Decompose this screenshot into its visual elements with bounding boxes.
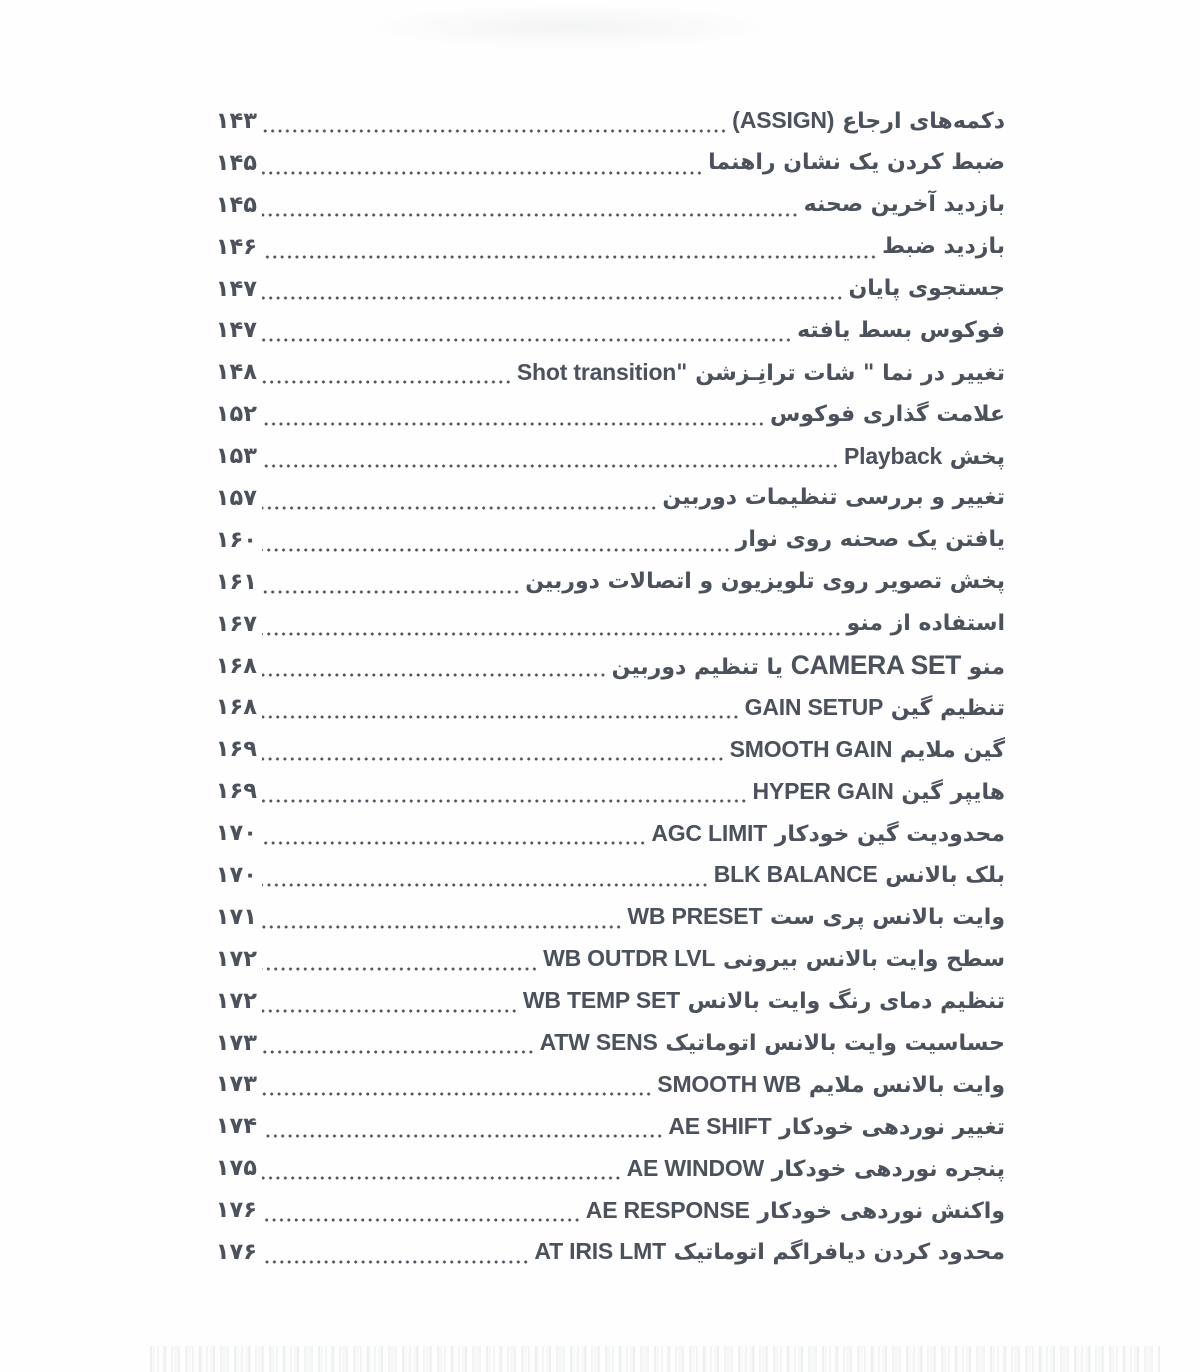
toc-entry-title (651, 820, 1005, 847)
dotted-leader (262, 980, 518, 1022)
toc-page-number: ۱۷۶ (215, 1238, 257, 1265)
toc-page-number: ۱۴۵ (215, 149, 257, 176)
toc-row (213, 1063, 1005, 1105)
dotted-leader (262, 812, 646, 854)
toc-entry-title (848, 276, 1005, 301)
toc-page-number: ۱۶۰ (215, 526, 257, 553)
latin-term: CAMERA SET (790, 650, 961, 681)
toc-entry-title (714, 861, 1005, 888)
toc-entry-title (732, 107, 1005, 134)
toc-entry-title (586, 1197, 1005, 1224)
scan-ghosting-artifact (360, 4, 780, 50)
toc-list (213, 100, 1005, 1273)
persian-text: یافتن یک صحنه روی نوار (735, 527, 1005, 553)
persian-text: تنظیم دمای رنگ وایت بالانس (679, 989, 1005, 1015)
toc-row (213, 435, 1005, 477)
toc-entry-title (708, 150, 1005, 175)
toc-row (213, 226, 1005, 268)
latin-term: BLK BALANCE (713, 861, 878, 888)
persian-text: تغییر در نما " شات ترانِـزشن " (676, 360, 1005, 386)
toc-page-number: ۱۴۷ (215, 317, 257, 344)
toc-row (213, 268, 1005, 310)
dotted-leader (262, 184, 799, 226)
toc-page-number: ۱۵۳ (215, 443, 257, 470)
persian-text: فوکوس بسط یافته (797, 317, 1005, 343)
persian-text: سطح وایت بالانس بیرونی (715, 947, 1005, 973)
toc-page-number: ۱۴۷ (215, 275, 257, 302)
latin-term: AE RESPONSE (585, 1196, 750, 1223)
persian-text: بلک بالانس (877, 863, 1005, 889)
dotted-leader (262, 561, 520, 603)
toc-page-number: ۱۴۸ (215, 359, 257, 386)
persian-text: وایت بالانس پری ست (762, 905, 1005, 931)
toc-page-number: ۱۷۳ (215, 1029, 257, 1056)
persian-text: تنظیم گین (883, 695, 1005, 721)
dotted-leader (262, 477, 657, 519)
toc-page-number: ۱۷۶ (215, 1197, 257, 1224)
toc-row (213, 603, 1005, 645)
toc-page-number: ۱۶۹ (215, 736, 257, 763)
persian-text: دکمه‌های ارجاع (834, 109, 1005, 135)
toc-page-number: ۱۷۴ (215, 1113, 257, 1140)
persian-text: منو (960, 655, 1005, 681)
dotted-leader (262, 142, 703, 184)
persian-text: محدودیت گین خودکار (767, 821, 1005, 847)
dotted-leader (262, 603, 842, 645)
toc-entry-title (627, 1155, 1005, 1182)
dotted-leader (262, 519, 731, 561)
persian-text: واکنش نوردهی خودکار (749, 1198, 1005, 1224)
persian-text: پخش (942, 444, 1005, 470)
latin-term: (ASSIGN) (732, 107, 835, 134)
toc-entry-title (534, 1238, 1005, 1265)
toc-page-number: ۱۷۰ (215, 861, 257, 888)
toc-page-number: ۱۵۲ (215, 401, 257, 428)
toc-entry-title (736, 527, 1005, 552)
persian-text: جستجوی پایان (848, 276, 1005, 301)
dotted-leader (262, 896, 622, 938)
dotted-leader (262, 854, 709, 896)
dotted-leader (262, 1105, 663, 1147)
toc-page-number: ۱۶۸ (215, 652, 257, 679)
latin-term: WB TEMP SET (522, 987, 680, 1014)
toc-row (213, 645, 1005, 687)
dotted-leader (262, 1189, 581, 1231)
persian-text: گین ملایم (892, 737, 1005, 763)
toc-entry-title (882, 234, 1005, 259)
toc-page-number: ۱۴۶ (215, 233, 257, 260)
scan-noise-artifact (150, 1346, 1160, 1372)
latin-term: HYPER GAIN (752, 777, 894, 804)
toc-entry-title (753, 778, 1005, 805)
toc-entry-title (668, 1113, 1005, 1140)
persian-text: تغییر نوردهی خودکار (771, 1114, 1005, 1140)
dotted-leader (262, 393, 765, 435)
dotted-leader (262, 1231, 529, 1273)
toc-row (213, 854, 1005, 896)
toc-entry-title (804, 192, 1005, 217)
persian-text: هایپر گین (893, 779, 1005, 805)
toc-row (213, 100, 1005, 142)
toc-entry-title (730, 736, 1005, 763)
toc-row (213, 728, 1005, 770)
toc-entry-title (540, 1029, 1005, 1056)
latin-term: WB OUTDR LVL (543, 945, 716, 972)
dotted-leader (262, 351, 512, 393)
persian-text: علامت گذاری فوکوس (770, 401, 1005, 427)
latin-term: AE SHIFT (668, 1112, 772, 1139)
toc-entry-title (770, 402, 1005, 427)
toc-entry-title (797, 318, 1005, 343)
toc-row (213, 142, 1005, 184)
dotted-leader (262, 268, 843, 310)
persian-text: پنجره نوردهی خودکار (764, 1156, 1005, 1182)
toc-entry-title (525, 569, 1005, 594)
dotted-leader (262, 645, 607, 687)
persian-text: ضبط کردن یک نشان راهنما (708, 150, 1005, 176)
toc-row (213, 980, 1005, 1022)
dotted-leader (262, 938, 538, 980)
toc-entry-title (627, 903, 1005, 930)
toc-row (213, 351, 1005, 393)
toc-entry-title (543, 945, 1005, 972)
dotted-leader (262, 1022, 535, 1064)
dotted-leader (262, 100, 727, 142)
toc-page-number: ۱۷۵ (215, 1155, 257, 1182)
dotted-leader (262, 1147, 622, 1189)
toc-entry-title (745, 694, 1005, 721)
toc-page-number: ۱۶۸ (215, 694, 257, 721)
dotted-leader (262, 770, 748, 812)
toc-entry-title (517, 359, 1005, 386)
toc-page-number: ۱۷۳ (215, 1071, 257, 1098)
toc-page-number: ۱۷۲ (215, 987, 257, 1014)
latin-term: Playback (843, 442, 943, 469)
dotted-leader (262, 1063, 652, 1105)
persian-text: وایت بالانس ملایم (801, 1072, 1005, 1098)
toc-entry-title (612, 650, 1005, 681)
persian-text: بازدید ضبط (882, 234, 1005, 260)
latin-term: SMOOTH GAIN (729, 735, 893, 762)
toc-row (213, 519, 1005, 561)
toc-row (213, 938, 1005, 980)
dotted-leader (262, 226, 877, 268)
toc-entry-title (662, 485, 1005, 510)
latin-term: Shot transition (516, 358, 677, 385)
toc-page-number: ۱۴۳ (215, 107, 257, 134)
toc-row (213, 1189, 1005, 1231)
toc-entry-title (847, 611, 1005, 636)
toc-row (213, 561, 1005, 603)
latin-term: SMOOTH WB (657, 1070, 802, 1097)
toc-entry-title (844, 443, 1005, 470)
toc-row (213, 393, 1005, 435)
dotted-leader (262, 686, 740, 728)
dotted-leader (262, 728, 725, 770)
toc-row (213, 309, 1005, 351)
toc-row (213, 896, 1005, 938)
latin-term: AT IRIS LMT (534, 1238, 666, 1265)
toc-row (213, 477, 1005, 519)
toc-row (213, 1022, 1005, 1064)
dotted-leader (262, 435, 839, 477)
persian-text: یا تنظیم دوربین (611, 655, 791, 681)
latin-term: WB PRESET (627, 903, 763, 930)
persian-text: حساسیت وایت بالانس اتوماتیک (657, 1031, 1005, 1057)
toc-entry-title (523, 987, 1005, 1014)
latin-term: AE WINDOW (626, 1154, 765, 1181)
toc-page-number: ۱۵۷ (215, 484, 257, 511)
dotted-leader (262, 309, 792, 351)
toc-page-number: ۱۶۷ (215, 610, 257, 637)
toc-row (213, 1231, 1005, 1273)
persian-text: بازدید آخرین صحنه (803, 192, 1005, 218)
persian-text: محدود کردن دیافراگم اتوماتیک (665, 1240, 1005, 1266)
latin-term: GAIN SETUP (744, 693, 884, 720)
toc-row (213, 686, 1005, 728)
toc-page-number: ۱۷۲ (215, 945, 257, 972)
latin-term: AGC LIMIT (651, 819, 768, 846)
toc-row (213, 184, 1005, 226)
toc-row (213, 770, 1005, 812)
toc-page-number: ۱۶۹ (215, 778, 257, 805)
persian-text: پخش تصویر روی تلویزیون و اتصالات دوربین (525, 569, 1005, 595)
toc-entry-title (657, 1071, 1005, 1098)
persian-text: تغییر و بررسی تنظیمات دوربین (662, 485, 1005, 511)
toc-page-number: ۱۷۰ (215, 820, 257, 847)
toc-row (213, 812, 1005, 854)
toc-page-number: ۱۴۵ (215, 191, 257, 218)
toc-row (213, 1105, 1005, 1147)
latin-term: ATW SENS (539, 1029, 658, 1056)
toc-page-number: ۱۶۱ (215, 568, 257, 595)
toc-page-number: ۱۷۱ (215, 903, 257, 930)
toc-row (213, 1147, 1005, 1189)
persian-text: استفاده از منو (846, 611, 1005, 637)
